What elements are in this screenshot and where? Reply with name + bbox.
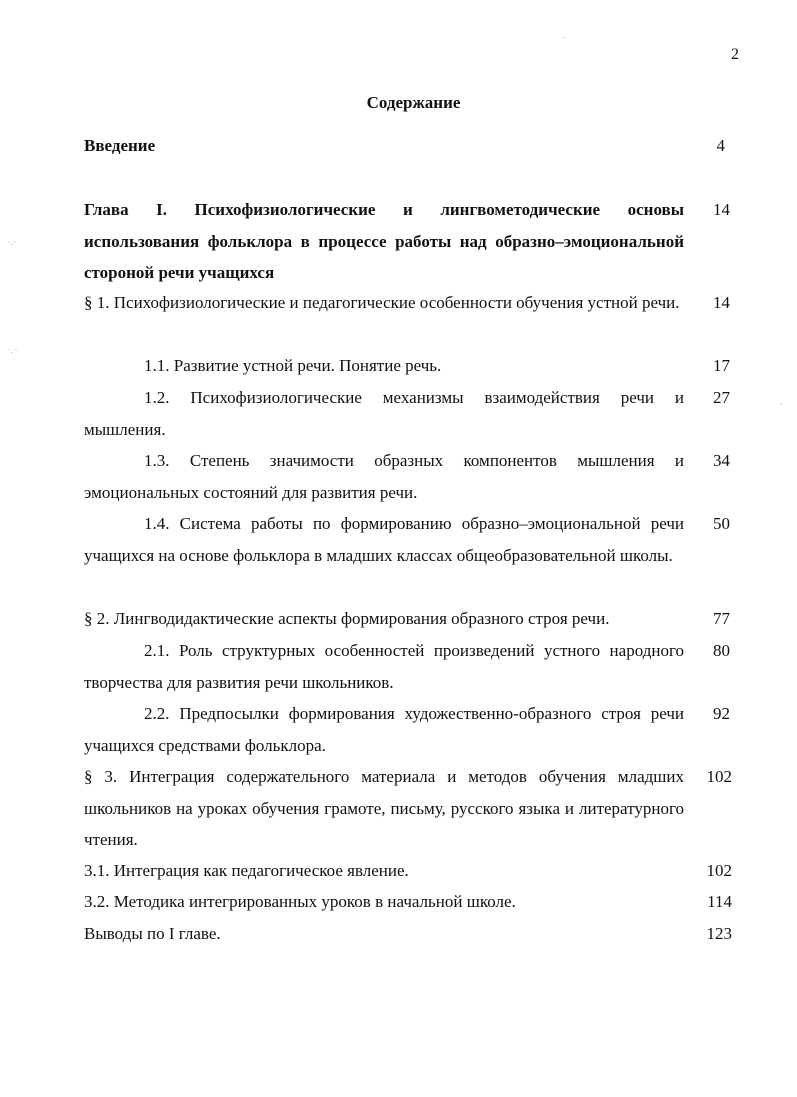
toc-entry-section-2: § 2. Лингводидактические аспекты формирования образного строя речи.	[84, 609, 610, 628]
toc-entry-2-1: 2.1. Роль структурных особенностей произведений устного народного творчества для развития речи школьников.	[84, 641, 684, 692]
scan-speck: ·	[780, 400, 783, 409]
toc-page-1-1: 17	[713, 356, 730, 375]
toc-page-chapter-1: 14	[713, 200, 730, 219]
toc-entry-1-2: 1.2. Психофизиологические механизмы взаимодействия речи и мышления.	[84, 388, 684, 439]
toc-page-1-4: 50	[713, 514, 730, 533]
toc-page-1-2: 27	[713, 388, 730, 407]
toc-entry-chapter-1: Глава I. Психофизиологические и лингвометодические основы использования фольклора в процессе работы над образно–эмоциональной стороной речи учащихся	[84, 200, 684, 282]
page-title: Содержание	[366, 93, 461, 112]
toc-page-1-3: 34	[713, 451, 730, 470]
scan-speck: ·.·	[8, 238, 16, 247]
toc-page-3-2: 114	[707, 892, 732, 911]
toc-page-section-1: 14	[713, 293, 730, 312]
toc-entry-conclusions: Выводы по I главе.	[84, 924, 221, 943]
toc-entry-section-3: § 3. Интеграция содержательного материала и методов обучения младших школьников на уроках обучения грамоте, письму, русского языка и литературного чтения.	[84, 767, 684, 849]
toc-entry-2-2: 2.2. Предпосылки формирования художественно-образного строя речи учащихся средствами фольклора.	[84, 704, 684, 755]
toc-page-2-1: 80	[713, 641, 730, 660]
page-number: 2	[731, 46, 739, 63]
toc-page-3-1: 102	[706, 861, 732, 880]
toc-page-conclusions: 123	[706, 924, 732, 943]
toc-entry-3-1: 3.1. Интеграция как педагогическое явление.	[84, 861, 409, 880]
toc-entry-1-1: 1.1. Развитие устной речи. Понятие речь.	[144, 356, 442, 375]
toc-entry-section-1: § 1. Психофизиологические и педагогические особенности обучения устной речи.	[84, 293, 680, 312]
scan-speck: ·. ·	[8, 346, 18, 355]
toc-entry-3-2: 3.2. Методика интегрированных уроков в начальной школе.	[84, 892, 516, 911]
toc-page-2-2: 92	[713, 704, 730, 723]
toc-page-section-3: 102	[706, 767, 732, 786]
toc-entry-introduction: Введение	[84, 136, 156, 155]
scan-speck: `	[563, 36, 566, 45]
toc-page-section-2: 77	[713, 609, 730, 628]
toc-page-introduction: 4	[716, 136, 725, 155]
toc-entry-1-4: 1.4. Система работы по формированию образно–эмоциональной речи учащихся на основе фольклора в младших классах общеобразовательной школы.	[84, 514, 684, 565]
toc-entry-1-3: 1.3. Степень значимости образных компонентов мышления и эмоциональных состояний для развития речи.	[84, 451, 684, 502]
